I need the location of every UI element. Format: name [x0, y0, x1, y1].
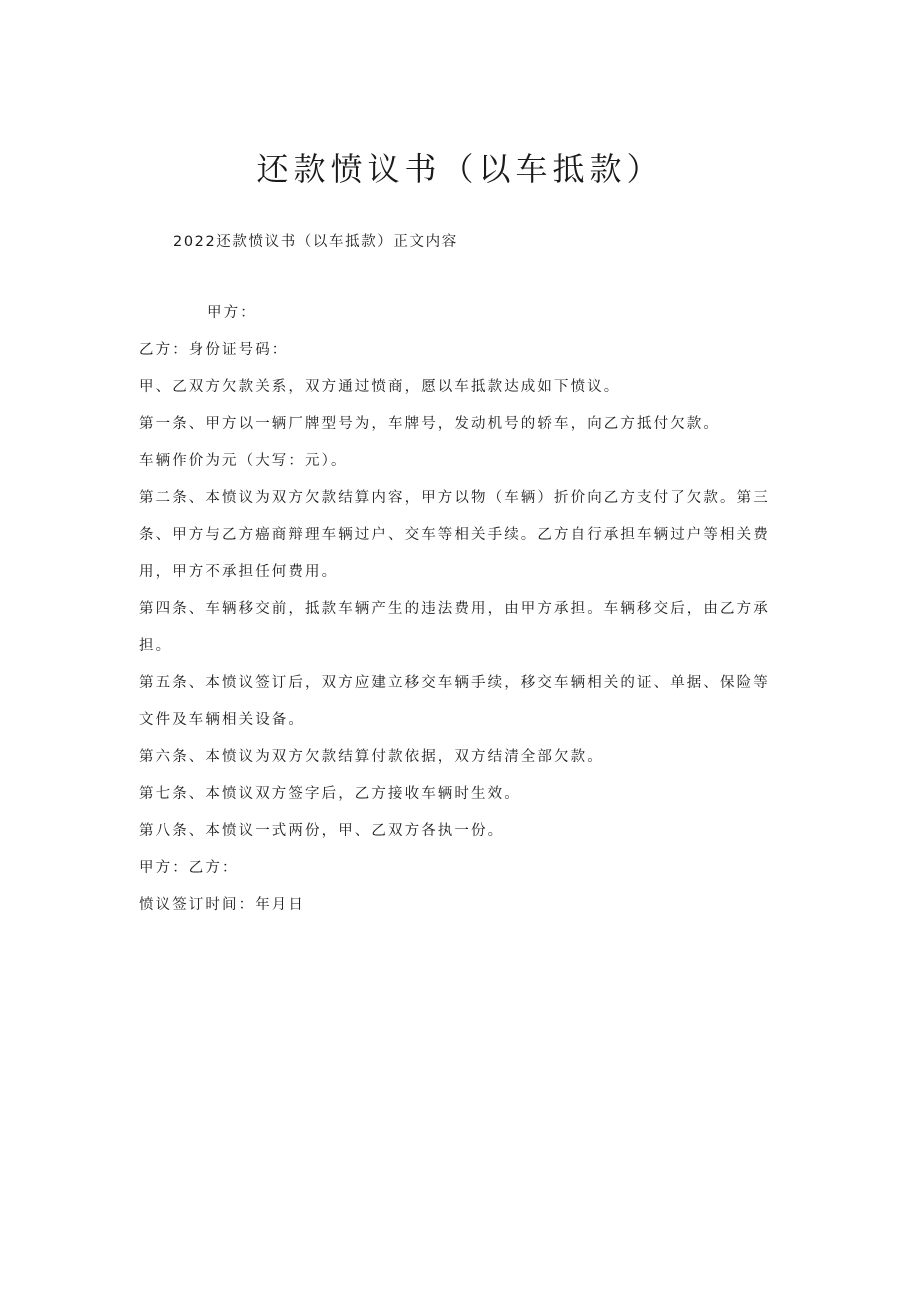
clause-4-line-2: 担。: [139, 638, 173, 654]
document-subtitle: 2022还款愤议书（以车抵款）正文内容: [173, 234, 458, 250]
clause-6: 第六条、本愤议为双方欠款结算付款依据，双方结清全部欠款。: [139, 749, 604, 765]
clause-8: 第八条、本愤议一式两份，甲、乙双方各执一份。: [139, 823, 505, 839]
clause-7: 第七条、本愤议双方签字后，乙方接收车辆时生效。: [139, 786, 521, 802]
signature-parties-line: 甲方：乙方：: [139, 860, 239, 876]
agreement-preamble: 甲、乙双方欠款关系，双方通过愤商，愿以车抵款达成如下愤议。: [139, 379, 621, 395]
party-a-label: 甲方：: [207, 305, 257, 321]
clause-1: 第一条、甲方以一辆厂牌型号为，车牌号，发动机号的轿车，向乙方抵付欠款。: [139, 416, 720, 432]
clause-4-line-1: 第四条、车辆移交前，抵款车辆产生的违法费用，由甲方承担。车辆移交后，由乙方承: [139, 601, 770, 617]
document-title: 还款愤议书（以车抵款）: [256, 150, 664, 188]
clause-3-line-1: 条、甲方与乙方癌商辩理车辆过户、交车等相关手续。乙方自行承担车辆过户等相关费: [139, 527, 770, 543]
clause-2-line-1: 第二条、本愤议为双方欠款结算内容，甲方以物（车辆）折价向乙方支付了欠款。第三: [139, 490, 770, 506]
signing-date-line: 愤议签订时间：年月日: [139, 897, 305, 913]
party-b-id-line: 乙方：身份证号码：: [139, 342, 289, 358]
clause-5-line-1: 第五条、本愤议签订后，双方应建立移交车辆手续，移交车辆相关的证、单据、保险等: [139, 675, 770, 691]
vehicle-price-line: 车辆作价为元（大写：元）。: [139, 453, 348, 469]
document-body: [139, 302, 789, 931]
clause-5-line-2: 文件及车辆相关设备。: [139, 712, 305, 728]
clause-3-line-2: 用，甲方不承担任何费用。: [139, 564, 339, 580]
